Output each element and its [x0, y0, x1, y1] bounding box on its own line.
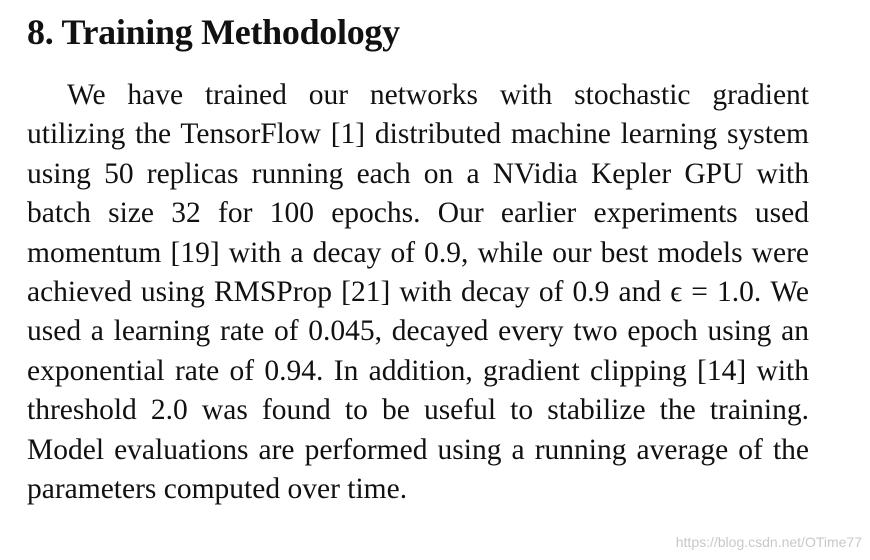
section-paragraph: We have trained our networks with stochastic gradient utilizing the TensorFlow [1] distributed machine learning system using 50 replicas running each on a NVidia Kepler GPU with batch size 32 for 100 epochs. Our earlier experiments used momentum [19] with a decay of 0.9, while our best models were achieved using RMSProp [21] with decay of 0.9 and ϵ = 1.0. We used a learning rate of 0.045, decayed every two epoch using an exponential rate of 0.94. In addition, gradient clipping [14] with threshold 2.0 was found to be useful to stabilize the training. Model evaluations are performed using a running average of the parameters computed over time. [27, 79, 809, 506]
paper-page [27, 10, 809, 509]
watermark-text: https://blog.csdn.net/OTime77 [675, 534, 862, 550]
section-heading: 8. Training Methodology [27, 12, 400, 52]
